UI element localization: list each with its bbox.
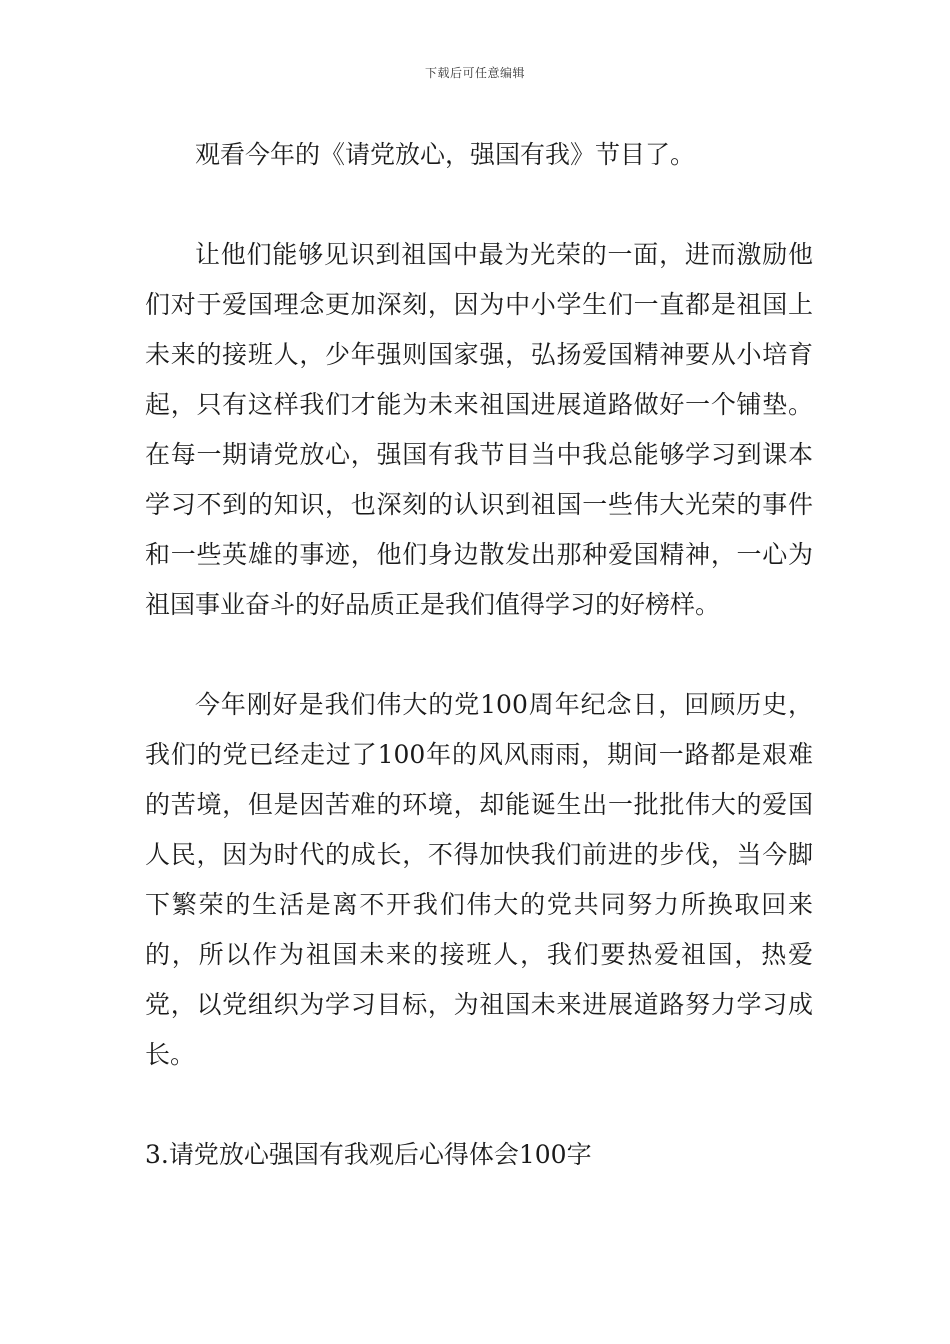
paragraph-2: 让他们能够见识到祖国中最为光荣的一面，进而激励他们对于爱国理念更加深刻，因为中小学生们一直都是祖国上未来的接班人，少年强则国家强，弘扬爱国精神要从小培育起，只有这样我们才能为未来祖国进展道路做好一个铺垫。在每一期请党放心，强国有我节目当中我总能够学习到课本学习不到的知识，也深刻的认识到祖国一些伟大光荣的事件和一些英雄的事迹，他们身边散发出那种爱国精神，一心为祖国事业奋斗的好品质正是我们值得学习的好榜样。 (145, 240, 813, 619)
section-heading: 3.请党放心强国有我观后心得体会100字 (145, 1140, 592, 1169)
paragraph-spacer (145, 630, 813, 680)
paragraph-3: 今年刚好是我们伟大的党100周年纪念日，回顾历史，我们的党已经走过了100年的风风雨雨，期间一路都是艰难的苦境，但是因苦难的环境，却能诞生出一批批伟大的爱国人民，因为时代的成长，不得加快我们前进的步伐，当今脚下繁荣的生活是离不开我们伟大的党共同努力所换取回来的，所以作为祖国未来的接班人，我们要热爱祖国，热爱党，以党组织为学习目标，为祖国未来进展道路努力学习成长。 (145, 690, 813, 1069)
paragraph-spacer (145, 180, 813, 230)
paragraph-1: 观看今年的《请党放心，强国有我》节目了。 (195, 140, 696, 169)
paragraph-spacer (145, 1080, 813, 1130)
page-header-note: 下载后可任意编辑 (424, 66, 525, 80)
document-body (145, 130, 813, 1180)
